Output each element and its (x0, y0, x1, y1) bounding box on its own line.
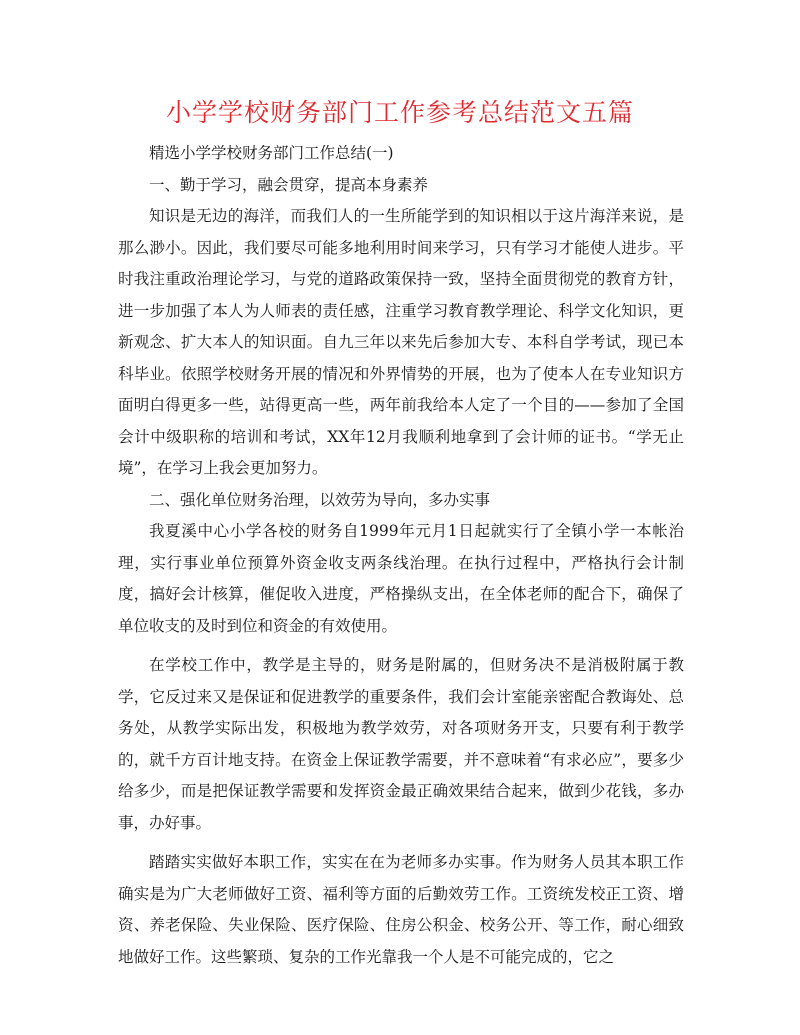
paragraph-duty: 踏踏实实做好本职工作，实实在在为老师多办实事。作为财务人员其本职工作确实是为广大老师做好工资、福利等方面的后勤效劳工作。工资统发校正工资、增资、养老保险、失业保险、医疗保险、住房公积金、校务公开、等工作，耐心细致地做好工作。这些繁琐、复杂的工作光靠我一个人是不可能完成的，它之 (118, 853, 684, 966)
document-body (118, 138, 684, 973)
paragraph-teaching: 在学校工作中，教学是主导的，财务是附属的，但财务决不是消极附属于教学，它反过来又是保证和促进教学的重要条件，我们会计室能亲密配合教诲处、总务处，从教学实际出发，积极地为教学效劳，对各项财务开支，只要有利于教学的，就千方百计地支持。在资金上保证教学需要，并不意味着“有求必应”，要多少给多少，而是把保证教学需要和发挥资金最正确效果结合起来，做到少花钱，多办事，办好事。 (118, 656, 684, 832)
paragraph-study: 知识是无边的海洋，而我们人的一生所能学到的知识相以于这片海洋来说，是那么渺小。因此，我们要尽可能多地利用时间来学习，只有学习才能使人进步。平时我注重政治理论学习，与党的道路政策保持一致，坚持全面贯彻党的教育方针，进一步加强了本人为人师表的责任感，注重学习教育教学理论、科学文化知识，更新观念、扩大本人的知识面。自九三年以来先后参加大专、本科自学考试，现已本科毕业。依照学校财务开展的情况和外界情势的开展，也为了使本人在专业知识方面明白得更多一些，站得更高一些，两年前我给本人定了一个目的——参加了全国会计中级职称的培训和考试，XX年12月我顺利地拿到了会计师的证书。“学无止境”，在学习上我会更加努力。 (118, 207, 684, 477)
section-heading-1: 精选小学学校财务部门工作总结(一) (149, 144, 394, 162)
document-title: 小学学校财务部门工作参考总结范文五篇 (165, 98, 634, 127)
subheading-finance: 二、强化单位财务治理，以效劳为导向，多办实事 (149, 490, 491, 509)
paragraph-finance: 我夏溪中心小学各校的财务自1999年元月1日起就实行了全镇小学一本帐治理，实行事业单位预算外资金收支两条线治理。在执行过程中，严格执行会计制度，搞好会计核算，催促收入进度，严格操纵支出，在全体老师的配合下，确保了单位收支的及时到位和资金的有效使用。 (118, 522, 684, 635)
subheading-study: 一、勤于学习，融会贯穿，提高本身素养 (149, 175, 429, 194)
